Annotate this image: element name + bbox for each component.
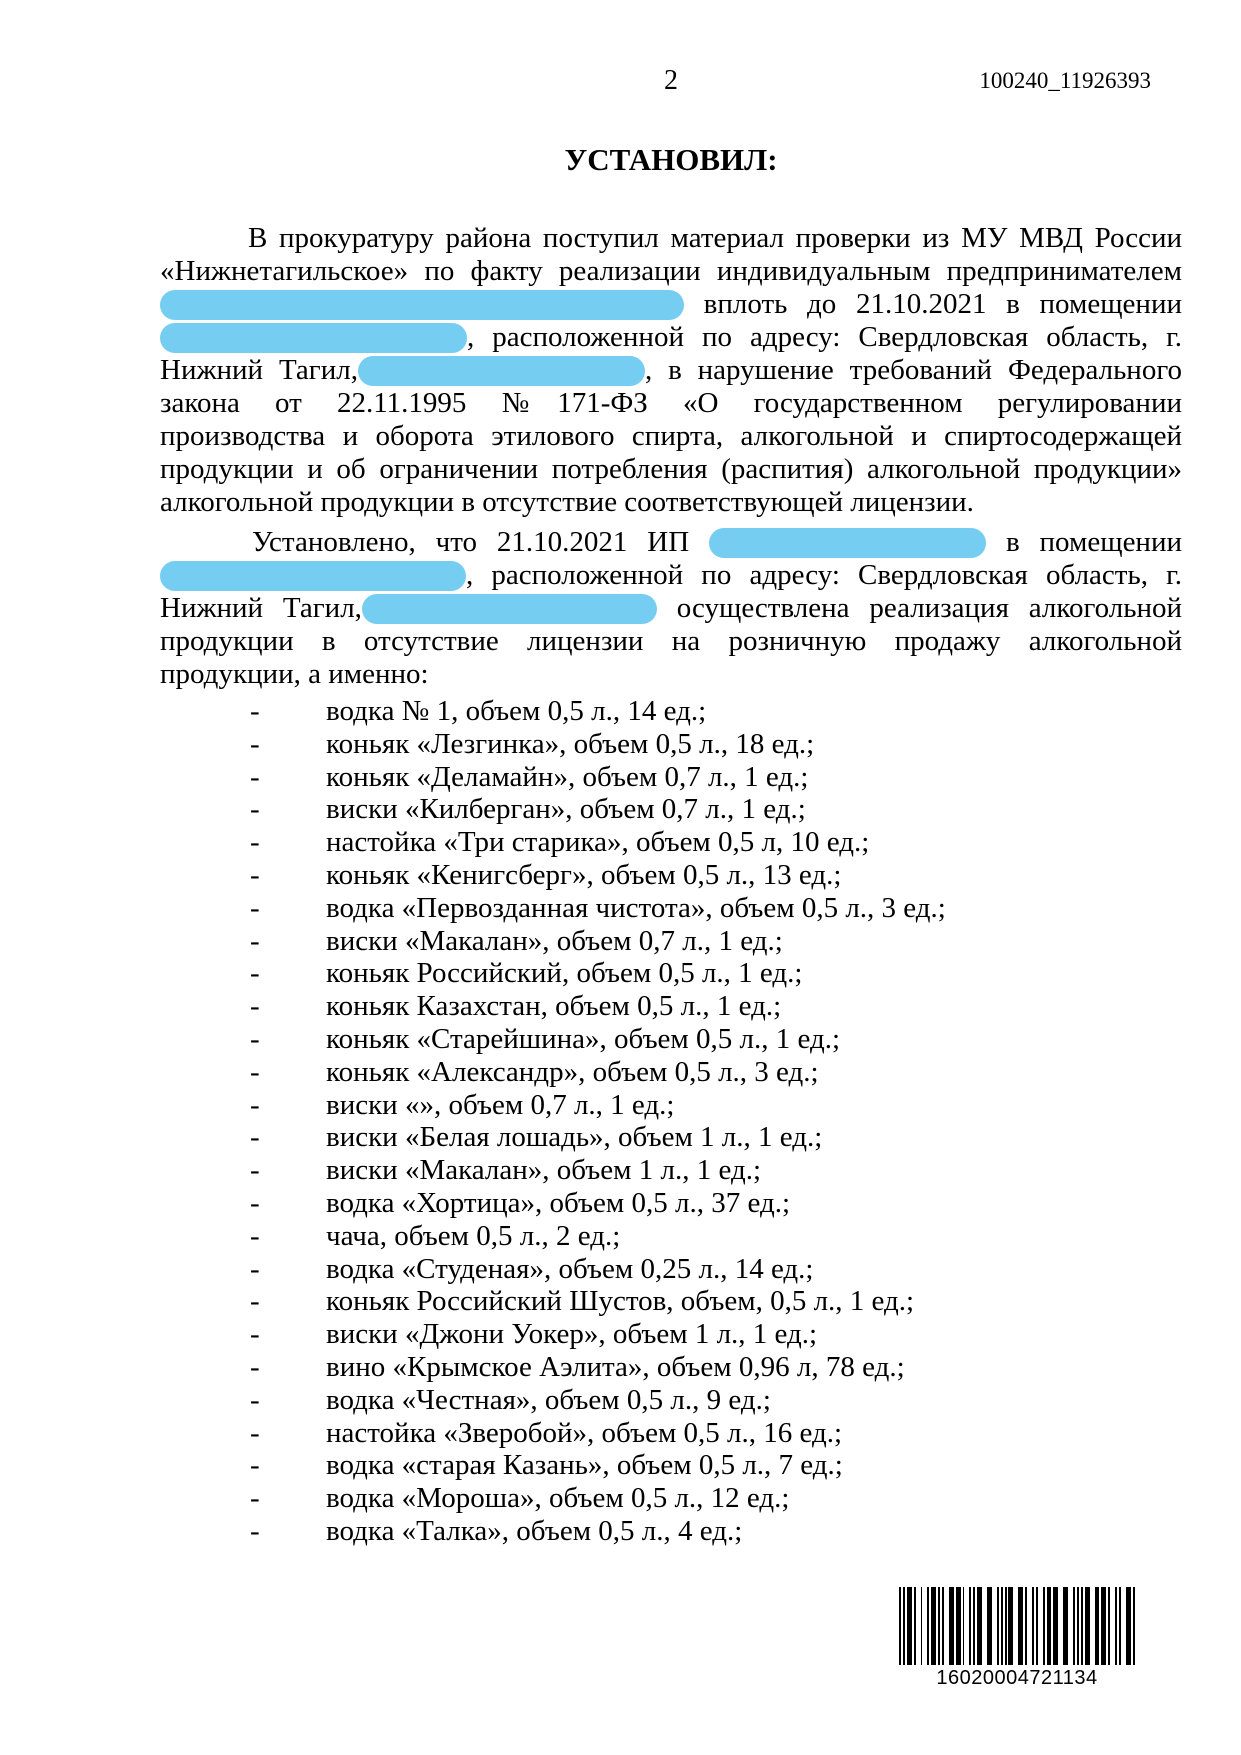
list-dash: - [250,1055,260,1088]
list-dash: - [250,1383,260,1416]
list-item-text: настойка «Зверобой», объем 0,5 л., 16 ед.; [326,1416,843,1449]
list-item [160,1023,1182,1056]
list-item-text: виски «Джони Уокер», объем 1 л., 1 ед.; [326,1318,818,1351]
document-line: В прокуратуру района поступил материал проверки из МУ МВД России [248,222,1182,254]
document-line: продукции и об ограничении потребления (распития) алкогольной продукции» [160,453,1182,485]
list-item [160,1515,1182,1548]
list-dash: - [250,793,260,826]
list-dash: - [250,1416,260,1449]
list-dash: - [250,1186,260,1219]
redaction-box [358,356,645,386]
list-item-text: виски «Белая лошадь», объем 1 л., 1 ед.; [326,1121,823,1154]
paragraph [160,222,1182,519]
list-item-text: коньяк «Старейшина», объем 0,5 л., 1 ед.; [326,1022,841,1055]
list-dash: - [250,1285,260,1318]
list-item-text: водка «Честная», объем 0,5 л., 9 ед.; [326,1383,771,1416]
list-dash: - [250,891,260,924]
list-item [160,1154,1182,1187]
redaction-box [709,528,986,558]
list-dash: - [250,1219,260,1252]
list-item [160,1318,1182,1351]
list-item-text: водка «Первозданная чистота», объем 0,5 л., 3 ед.; [326,891,946,924]
list-dash: - [250,1318,260,1351]
list-item-text: коньяк Российский, объем 0,5 л., 1 ед.; [326,957,803,990]
list-item [160,793,1182,826]
list-dash: - [250,1088,260,1121]
list-dash: - [250,1449,260,1482]
page-number: 2 [664,65,678,96]
list-item [160,1417,1182,1450]
document-line: , расположенной по адресу: Свердловская область, г. [160,559,1182,592]
document-line: , расположенной по адресу: Свердловская область, г. [160,321,1182,354]
list-item [160,1187,1182,1220]
redaction-box [160,323,467,353]
document-line: закона от 22.11.1995 №171-ФЗ «О государственном регулировании [160,387,1182,419]
list-dash: - [250,826,260,859]
barcode [899,1587,1135,1665]
list-item-text: коньяк «Деламайн», объем 0,7 л., 1 ед.; [326,760,809,793]
list-item [160,1056,1182,1089]
list-dash: - [250,1350,260,1383]
list-dash: - [250,1121,260,1154]
list-item-text: коньяк «Кенигсберг», объем 0,5 л., 13 ед.; [326,858,842,891]
document-line: алкогольной продукции в отсутствие соответствующей лицензии. [160,486,974,518]
document-line: «Нижнетагильское» по факту реализации индивидуальным предпринимателем [160,255,1182,287]
section-heading: УСТАНОВИЛ: [564,142,778,177]
list-item [160,925,1182,958]
list-item [160,1384,1182,1417]
list-item-text: водка «Хортица», объем 0,5 л., 37 ед.; [326,1186,791,1219]
list-item [160,859,1182,892]
list-item [160,1285,1182,1318]
list-item [160,1089,1182,1122]
document-id: 100240_11926393 [979,68,1151,93]
list-item-text: чача, объем 0,5 л., 2 ед.; [326,1219,621,1252]
list-dash: - [250,1154,260,1187]
redaction-box [362,594,657,624]
document-line: производства и оборота этилового спирта, алкогольной и спиртосодержащей [160,420,1182,452]
list-item-text: водка «Талка», объем 0,5 л., 4 ед.; [326,1514,743,1547]
barcode-number: 16020004721134 [936,1667,1098,1689]
list-item-text: настойка «Три старика», объем 0,5 л, 10 ед.; [326,826,870,859]
list-item-text: виски «Макалан», объем 0,7 л., 1 ед.; [326,924,783,957]
list-dash: - [250,957,260,990]
document-line: Нижний Тагил, осуществлена реализация алкогольной [160,592,1183,624]
list-item [160,1121,1182,1154]
list-dash: - [250,990,260,1023]
list-item [160,1220,1182,1253]
list-item [160,957,1182,990]
list-dash: - [250,1022,260,1055]
document-line: Установлено, что 21.10.2021 ИП в помещении [252,526,1182,558]
list-item [160,892,1182,925]
items-list [160,695,1182,1548]
document-line: Нижний Тагил, , в нарушение требований Федерального [160,354,1182,386]
list-item-text: виски «Макалан», объем 1 л., 1 ед.; [326,1154,762,1187]
list-item-text: виски «Килберган», объем 0,7 л., 1 ед.; [326,793,806,826]
list-dash: - [250,924,260,957]
paragraphs-container [160,222,1182,691]
list-dash: - [250,760,260,793]
list-dash: - [250,695,260,727]
list-item-text: водка «Мороша», объем 0,5 л., 12 ед.; [326,1482,790,1515]
list-dash: - [250,1482,260,1515]
list-dash: - [250,1514,260,1547]
list-item-text: водка № 1, объем 0,5 л., 14 ед.; [326,695,707,727]
redaction-box [160,561,466,591]
list-item [160,1482,1182,1515]
barcode-bar [1133,1587,1135,1665]
list-item-text: вино «Крымское Аэлита», объем 0,96 л, 78 ед.; [326,1350,905,1383]
list-dash: - [250,727,260,760]
document-line: вплоть до 21.10.2021 в помещении [160,288,1182,321]
redaction-box [160,290,684,320]
list-item-text: коньяк «Лезгинка», объем 0,5 л., 18 ед.; [326,727,815,760]
list-item [160,826,1182,859]
list-item [160,728,1182,761]
document-line: продукции в отсутствие лицензии на розничную продажу алкогольной [160,625,1182,657]
list-item [160,761,1182,794]
list-item-text: коньяк Казахстан, объем 0,5 л., 1 ед.; [326,990,782,1023]
document-line: продукции, а именно: [160,658,429,690]
list-item [160,695,1182,728]
list-item [160,1449,1182,1482]
list-item-text: водка «старая Казань», объем 0,5 л., 7 ед.; [326,1449,843,1482]
list-dash: - [250,1252,260,1285]
page-header [160,64,1182,104]
list-item [160,1253,1182,1286]
paragraph [160,526,1182,691]
document-body [160,222,1182,1548]
list-item-text: водка «Студеная», объем 0,25 л., 14 ед.; [326,1252,814,1285]
list-item [160,990,1182,1023]
list-item-text: виски «», объем 0,7 л., 1 ед.; [326,1088,675,1121]
list-item-text: коньяк «Александр», объем 0,5 л., 3 ед.; [326,1055,819,1088]
list-item [160,1351,1182,1384]
list-item-text: коньяк Российский Шустов, объем, 0,5 л., 1 ед.; [326,1285,915,1318]
list-dash: - [250,858,260,891]
